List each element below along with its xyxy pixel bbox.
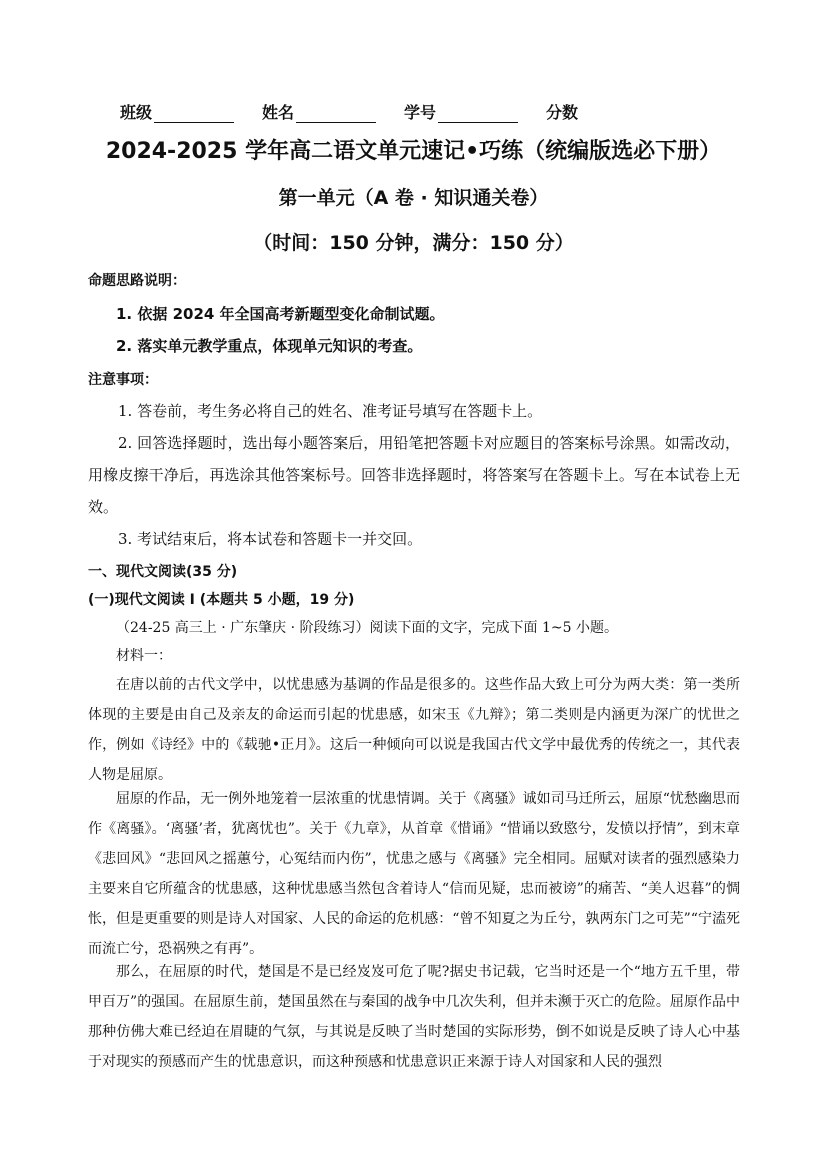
material-label: 材料一： [116,648,172,664]
passage-paragraph: 在唐以前的古代文学中，以忧患感为基调的作品是很多的。这些作品大致上可分为两大类：第一类所体现的主要是由自己及亲友的命运而引起的忧患感，如宋玉《九辩》；第二类则是内涵更为深广的忧世之作，例如《诗经》中的《载驰•正月》。这后一种倾向可以说是我国古代文学中最优秀的传统之一，其代表人物是屈原。 [88,677,740,783]
design-note-item: 1. 依据 2024 年全国高考新题型变化命制试题。 [116,305,445,323]
source-note: （24-25 高三上 · 广东肇庆 · 阶段练习）阅读下面的文字，完成下面 1~5 小题。 [116,620,618,636]
passage-paragraph: 屈原的作品，无一例外地笼着一层浓重的忧患情调。关于《离骚》诚如司马迁所云，屈原“忧愁幽思而作《离骚》。‘离骚’者，犹离忧也”。关于《九章》，从首章《惜诵》“惜诵以致愍兮，发愤以抒情”，到末章《悲回风》“悲回风之摇蕙兮，心冤结而内伤”，忧患之感与《离骚》完全相同。屈赋对读者的强烈感染力主要来自它所蕴含的忧患感，这种忧患感当然包含着诗人“信而见疑，忠而被谤”的痛苦、“美人迟暮”的惆怅，但是更重要的则是诗人对国家、人民的命运的危机感：“曾不知夏之为丘兮，孰两东门之可芜”“宁溘死而流亡兮，恐祸殃之有再”。 [88,791,740,957]
notice-item: 3. 考试结束后，将本试卷和答题卡一并交回。 [118,530,423,548]
section-heading: 一、现代文阅读(35 分) [88,564,238,580]
name-blank [296,106,376,123]
exam-main-title: 2024-2025 学年高二语文单元速记•巧练（统编版选必下册） [105,139,722,164]
design-note-item: 2. 落实单元教学重点，体现单元知识的考查。 [116,337,423,355]
class-label: 班级 [120,103,153,122]
notice-item: 2. 回答选择题时，选出每小题答案后，用铅笔把答题卡对应题目的答案标号涂黑。如需改动，用橡皮擦干净后，再选涂其他答案标号。回答非选择题时，将答案写在答题卡上。写在本试卷上无效。 [88,434,740,516]
subsection-heading: (一)现代文阅读 I (本题共 5 小题，19 分) [88,592,355,608]
exam-unit-title: 第一单元（A 卷 · 知识通关卷） [278,187,549,209]
class-blank [154,106,234,123]
score-label: 分数 [546,103,579,122]
student-info-row [120,100,606,123]
notices-heading: 注意事项： [88,372,158,388]
name-field [262,100,376,123]
exam-time-info: （时间：150 分钟，满分：150 分） [253,232,574,254]
notice-item: 1. 答卷前，考生务必将自己的姓名、准考证号填写在答题卡上。 [118,402,543,420]
id-label: 学号 [404,103,437,122]
id-field [404,100,518,123]
id-blank [438,106,518,123]
class-field [120,100,234,123]
score-field [546,100,578,123]
passage-paragraph: 那么，在屈原的时代，楚国是不是已经岌岌可危了呢?据史书记载，它当时还是一个“地方五千里，带甲百万”的强国。在屈原生前，楚国虽然在与秦国的战争中几次失利，但并未濒于灭亡的危险。屈原作品中那种仿佛大难已经迫在眉睫的气氛，与其说是反映了当时楚国的实际形势，倒不如说是反映了诗人心中基于对现实的预感而产生的忧患意识，而这种预感和忧患意识正来源于诗人对国家和人民的强烈 [88,964,740,1070]
design-notes-heading: 命题思路说明： [88,273,186,289]
name-label: 姓名 [262,103,295,122]
